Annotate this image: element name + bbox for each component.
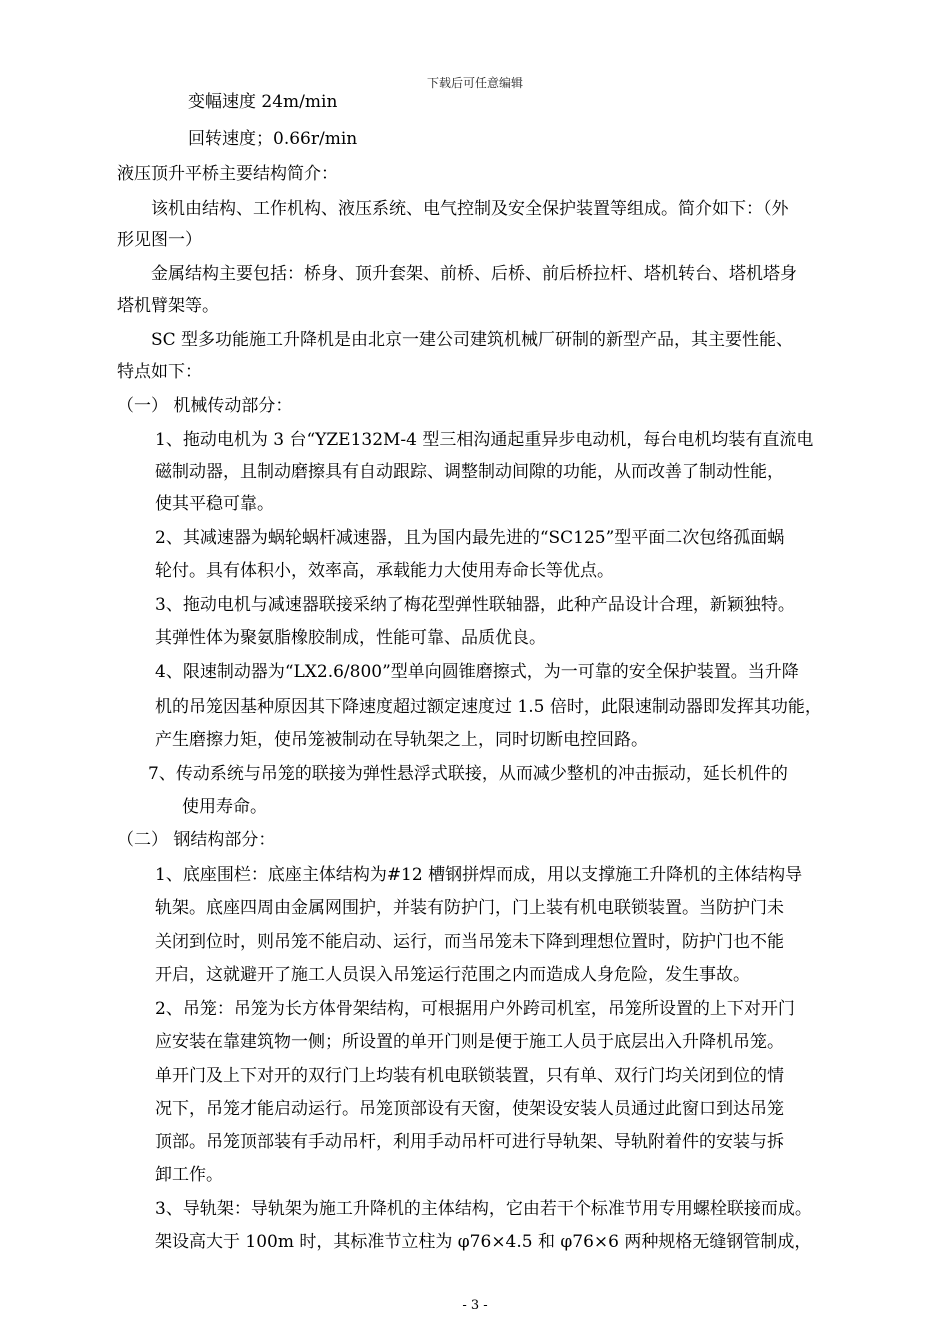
text-line: 形见图一） [117,230,202,250]
text-line: 7、传动系统与吊笼的联接为弹性悬浮式联接，从而减少整机的冲击振动，延长机件的 [148,764,788,784]
text-line: 4、限速制动器为“LX2.6/800”型单向圆锥磨擦式，为一可靠的安全保护装置。当升降 [155,662,799,682]
text-line: 单开门及上下对开的双行门上均装有机电联锁装置，只有单、双行门均关闭到位的情 [155,1066,784,1086]
text-line: 2、其减速器为蜗轮蜗杆减速器，且为国内最先进的“SC125”型平面二次包络孤面蜗 [155,528,785,548]
text-line: 开启，这就避开了施工人员误入吊笼运行范围之内而造成人身危险，发生事故。 [155,965,750,985]
text-line: 金属结构主要包括：桥身、顶升套架、前桥、后桥、前后桥拉杆、塔机转台、塔机塔身 [151,264,797,284]
text-line: 磁制动器，且制动磨擦具有自动跟踪、调整制动间隙的功能，从而改善了制动性能， [155,462,784,482]
text-line: 使其平稳可靠。 [155,494,274,514]
text-line: 卸工作。 [155,1165,223,1185]
section-heading: 液压顶升平桥主要结构简介： [117,164,338,184]
section-heading: （一） 机械传动部分： [117,396,293,416]
text-line: 顶部。吊笼顶部装有手动吊杆，利用手动吊杆可进行导轨架、导轨附着件的安装与拆 [155,1132,784,1152]
text-line: 塔机臂架等。 [117,296,219,316]
section-heading: （二） 钢结构部分： [117,830,276,850]
text-line: 变幅速度 24m/min [188,92,338,112]
text-line: 3、导轨架：导轨架为施工升降机的主体结构，它由若干个标准节用专用螺栓联接而成。 [155,1199,812,1219]
text-line: 特点如下： [117,362,202,382]
text-line: 产生磨擦力矩，使吊笼被制动在导轨架之上，同时切断电控回路。 [155,730,648,750]
text-line: 轨架。底座四周由金属网围护，并装有防护门，门上装有机电联锁装置。当防护门未 [155,898,784,918]
page-number: - 3 - [462,1298,488,1313]
text-line: 机的吊笼因基种原因其下降速度超过额定速度过 1.5 倍时，此限速制动器即发挥其功能， [155,697,822,717]
text-line: 轮付。具有体积小，效率高，承载能力大使用寿命长等优点。 [155,561,614,581]
text-line: SC 型多功能施工升降机是由北京一建公司建筑机械厂研制的新型产品，其主要性能、 [151,330,794,350]
page-header-note: 下载后可任意编辑 [426,76,523,90]
text-line: 2、吊笼：吊笼为长方体骨架结构，可根据用户外跨司机室，吊笼所设置的上下对开门 [155,999,795,1019]
text-line: 1、底座围栏：底座主体结构为#12 槽钢拼焊而成，用以支撑施工升降机的主体结构导 [155,865,803,885]
text-line: 关闭到位时，则吊笼不能启动、运行，而当吊笼未下降到理想位置时，防护门也不能 [155,932,784,952]
text-line: 况下，吊笼才能启动运行。吊笼顶部设有天窗，使架设安装人员通过此窗口到达吊笼 [155,1099,784,1119]
text-line: 应安装在靠建筑物一侧；所设置的单开门则是便于施工人员于底层出入升降机吊笼。 [155,1032,784,1052]
text-line: 3、拖动电机与减速器联接采纳了梅花型弹性联轴器，此种产品设计合理，新颖独特。 [155,595,795,615]
text-line: 使用寿命。 [182,797,267,817]
text-line: 1、拖动电机为 3 台“YZE132M-4 型三相沟通起重异步电动机，每台电机均装有直流电 [155,430,814,450]
text-line: 其弹性体为聚氨脂橡胶制成，性能可靠、品质优良。 [155,628,546,648]
text-line: 回转速度；0.66r/min [188,129,358,149]
text-line: 架设高大于 100m 时，其标准节立柱为 φ76×4.5 和 φ76×6 两种规格无缝钢管制成， [155,1232,812,1252]
text-line: 该机由结构、工作机构、液压系统、电气控制及安全保护装置等组成。简介如下：（外 [151,199,789,219]
